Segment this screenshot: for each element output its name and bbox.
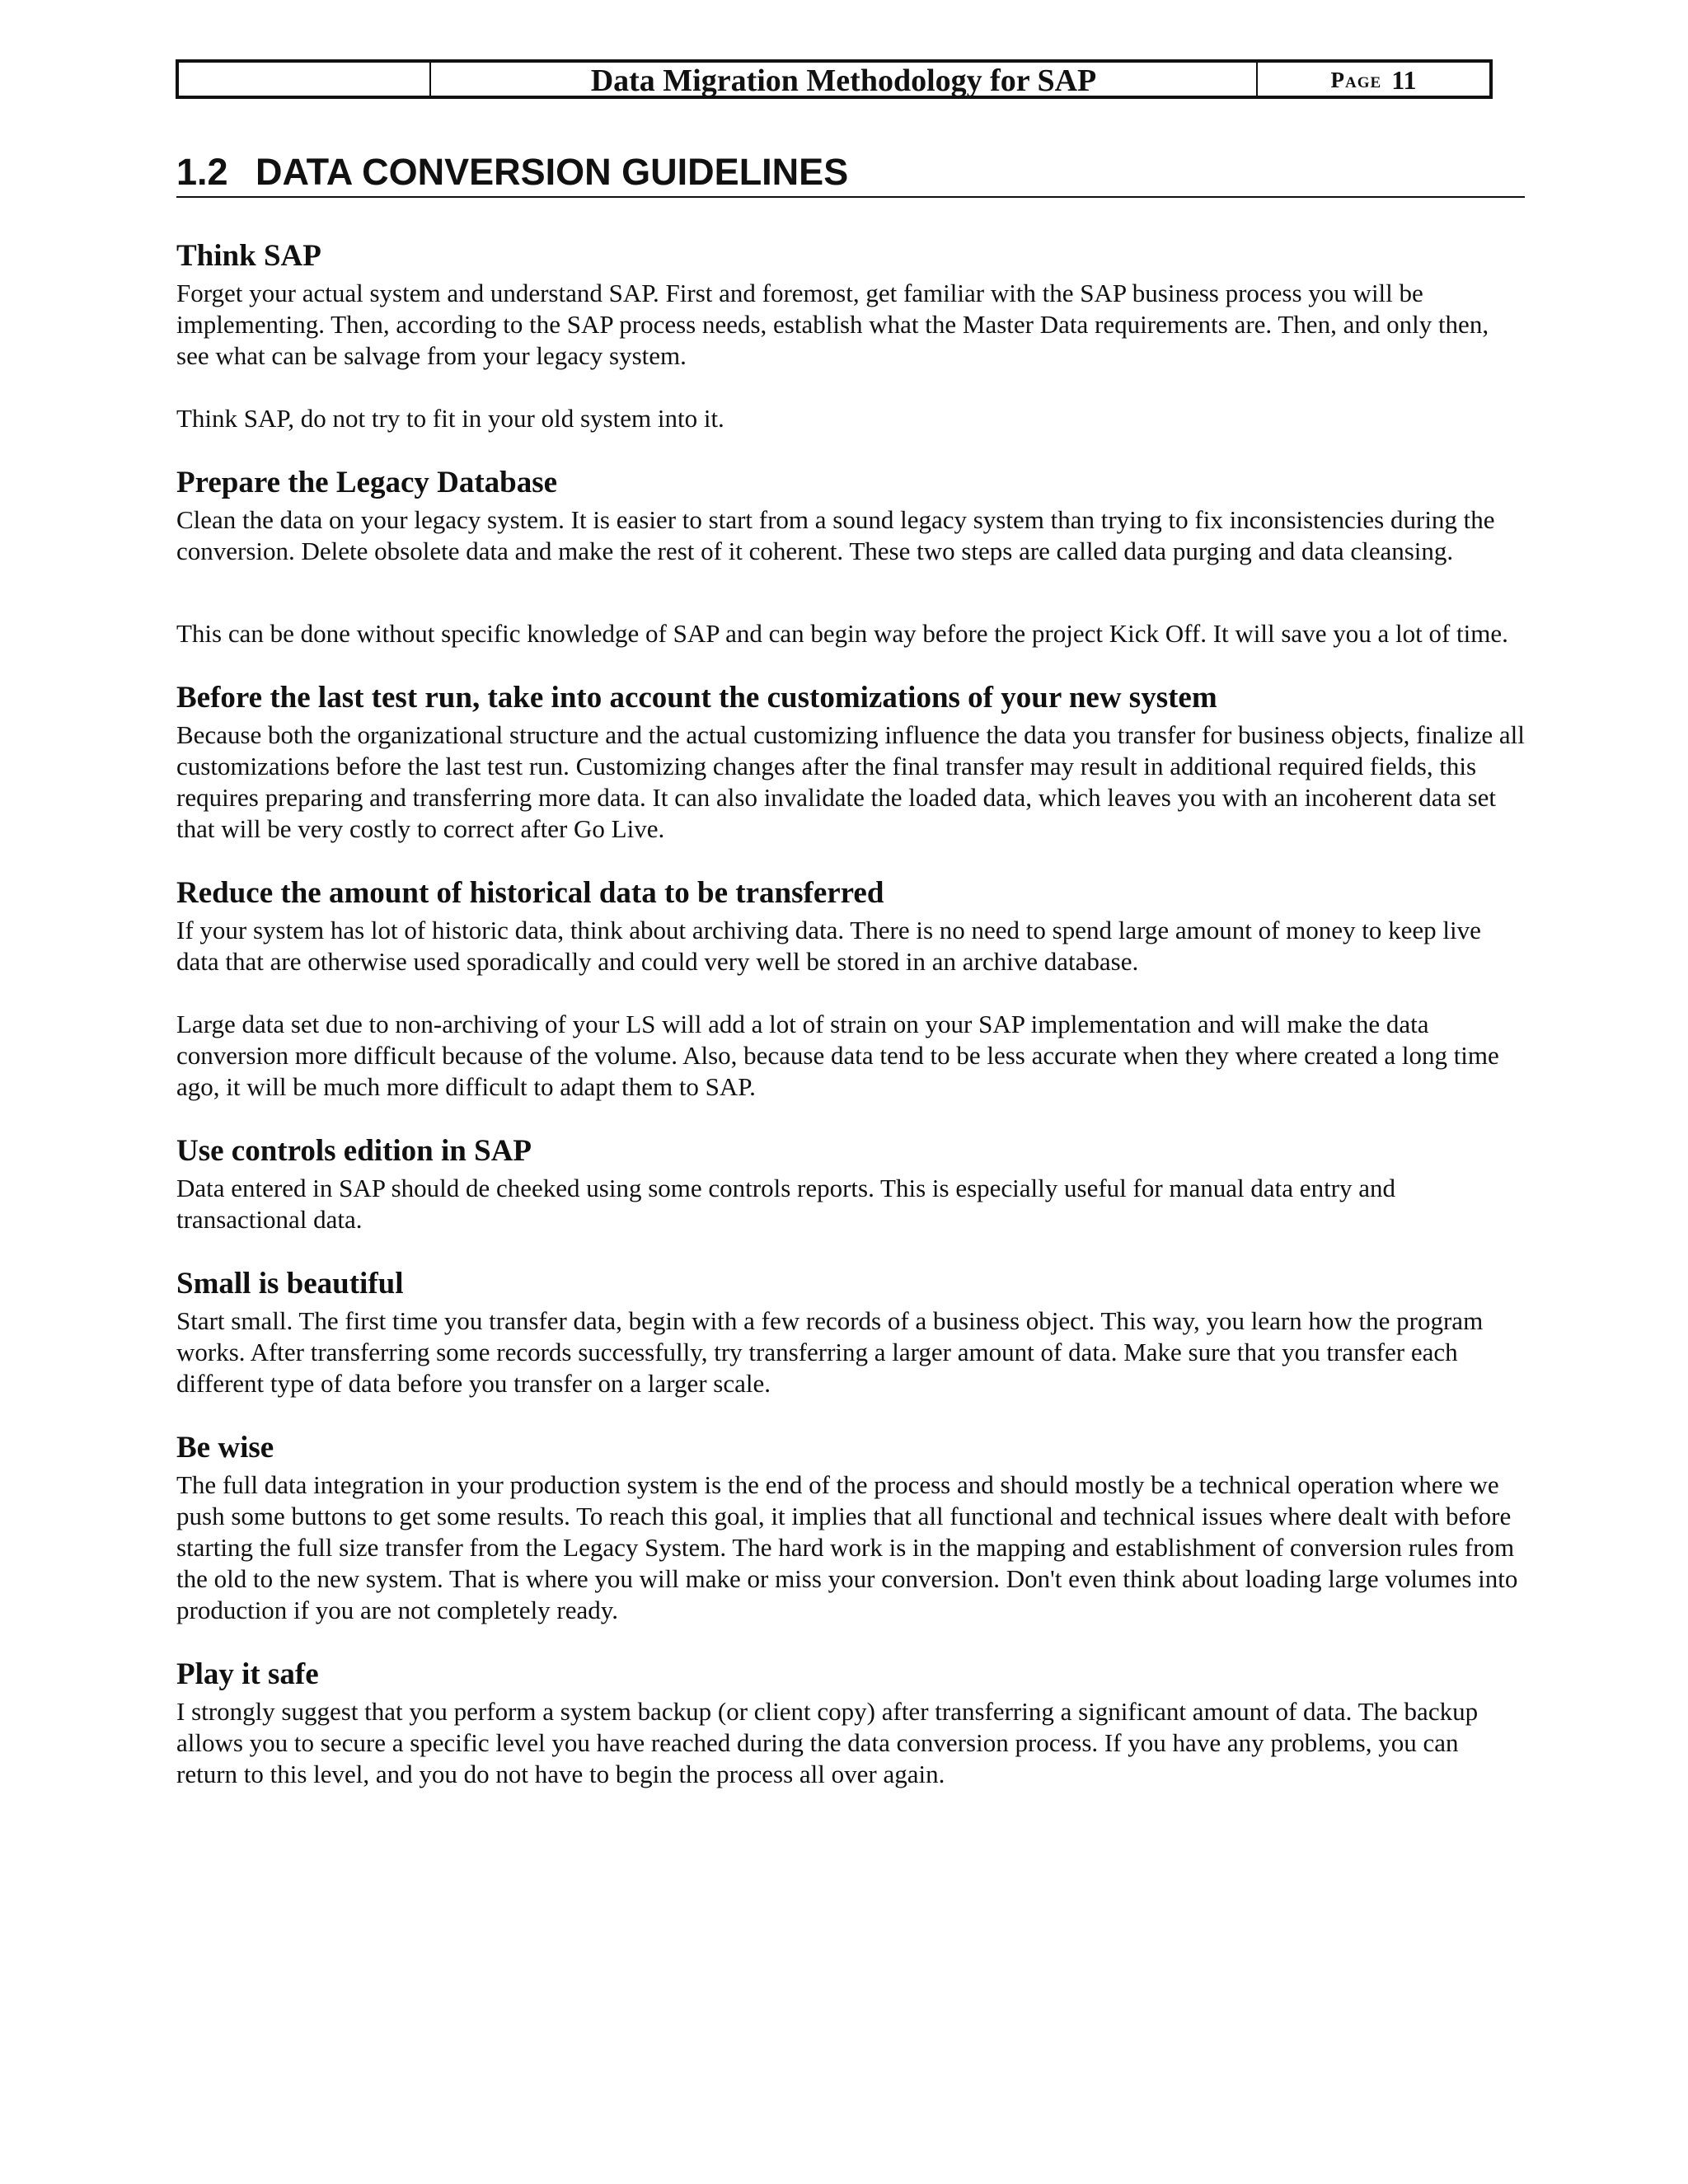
topic-controls-edition [176, 1132, 1525, 1235]
section-heading [176, 147, 1525, 198]
header-left-cell [179, 63, 431, 96]
topic-paragraph: Start small. The first time you transfer data, begin with a few records of a business object. This way, you learn how the program works. After transferring some records successfully, try transferring a larger amount of data. Make sure that you transfer each different type of data before you transfer on a larger scale. [176, 1306, 1484, 1398]
topic-paragraph: Large data set due to non-archiving of your LS will add a lot of strain on your SAP implementation and will make the data conversion more difficult because of the volume. Also, because data tend to be less accurate when they where created a long time ago, it will be much more difficult to adapt them to SAP. [176, 1010, 1499, 1101]
topic-heading: Be wise [176, 1431, 274, 1465]
topic-heading: Small is beautiful [176, 1267, 404, 1301]
topic-paragraph: This can be done without specific knowledge of SAP and can begin way before the project Kick Off. It will save you a lot of time. [176, 619, 1508, 648]
header-title: Data Migration Methodology for SAP [431, 63, 1258, 96]
page-label: Page [1330, 67, 1382, 92]
topic-heading: Before the last test run, take into account the customizations of your new system [176, 681, 1217, 715]
topic-heading: Reduce the amount of historical data to be transferred [176, 876, 884, 910]
section-number: 1.2 [176, 151, 228, 193]
topic-paragraph: If your system has lot of historic data, think about archiving data. There is no need to spend large amount of money to keep live data that are otherwise used sporadically and could very well be stored in an archive database. [176, 916, 1481, 976]
topic-reduce-historical-data [176, 874, 1525, 1103]
topic-paragraph: I strongly suggest that you perform a system backup (or client copy) after transferring a significant amount of data. The backup allows you to secure a specific level you have reached during the data conversion process. If you have any problems, you can return to this level, and you do not have to begin the process all over again. [176, 1697, 1479, 1788]
topic-think-sap [176, 237, 1525, 434]
guidelines-body [176, 237, 1525, 1790]
page-number: 11 [1391, 64, 1417, 95]
topic-heading: Use controls edition in SAP [176, 1134, 532, 1168]
topic-heading: Play it safe [176, 1657, 319, 1691]
section-title: DATA CONVERSION GUIDELINES [256, 151, 849, 193]
running-header [176, 59, 1493, 99]
topic-paragraph: The full data integration in your production system is the end of the process and should mostly be a technical operation where we push some buttons to get some results. To reach this goal, it implies that all functional and technical issues where dealt with before starting the full size transfer from the Legacy System. The hard work is in the mapping and establishment of conversion rules from the old to the new system. That is where you will make or miss your conversion. Don't even think about loading large volumes into production if you are not completely ready. [176, 1470, 1518, 1624]
topic-heading: Think SAP [176, 239, 321, 273]
topic-paragraph: Data entered in SAP should de cheeked using some controls reports. This is especially useful for manual data entry and transactional data. [176, 1174, 1396, 1234]
topic-paragraph: Think SAP, do not try to fit in your old system into it. [176, 404, 724, 433]
topic-customizations [176, 679, 1525, 845]
topic-paragraph: Because both the organizational structure and the actual customizing influence the data you transfer for business objects, finalize all customizations before the last test run. Customizing changes after the final transfer may result in additional required fields, this requires preparing and transferring more data. It can also invalidate the loaded data, which leaves you with an incoherent data set that will be very costly to correct after Go Live. [176, 720, 1525, 843]
topic-prepare-legacy-database [176, 464, 1525, 649]
topic-play-it-safe [176, 1656, 1525, 1790]
topic-paragraph: Clean the data on your legacy system. It is easier to start from a sound legacy system than trying to fix inconsistencies during the conversion. Delete obsolete data and make the rest of it coherent. These two steps are called data purging and data cleansing. [176, 505, 1495, 565]
topic-heading: Prepare the Legacy Database [176, 466, 558, 499]
topic-paragraph: Forget your actual system and understand SAP. First and foremost, get familiar with the SAP business process you will be implementing. Then, according to the SAP process needs, establish what the Master Data requirements are. Then, and only then, see what can be salvage from your legacy system. [176, 279, 1489, 370]
topic-small-is-beautiful [176, 1265, 1525, 1399]
header-page-cell [1258, 63, 1489, 96]
topic-be-wise [176, 1429, 1525, 1626]
